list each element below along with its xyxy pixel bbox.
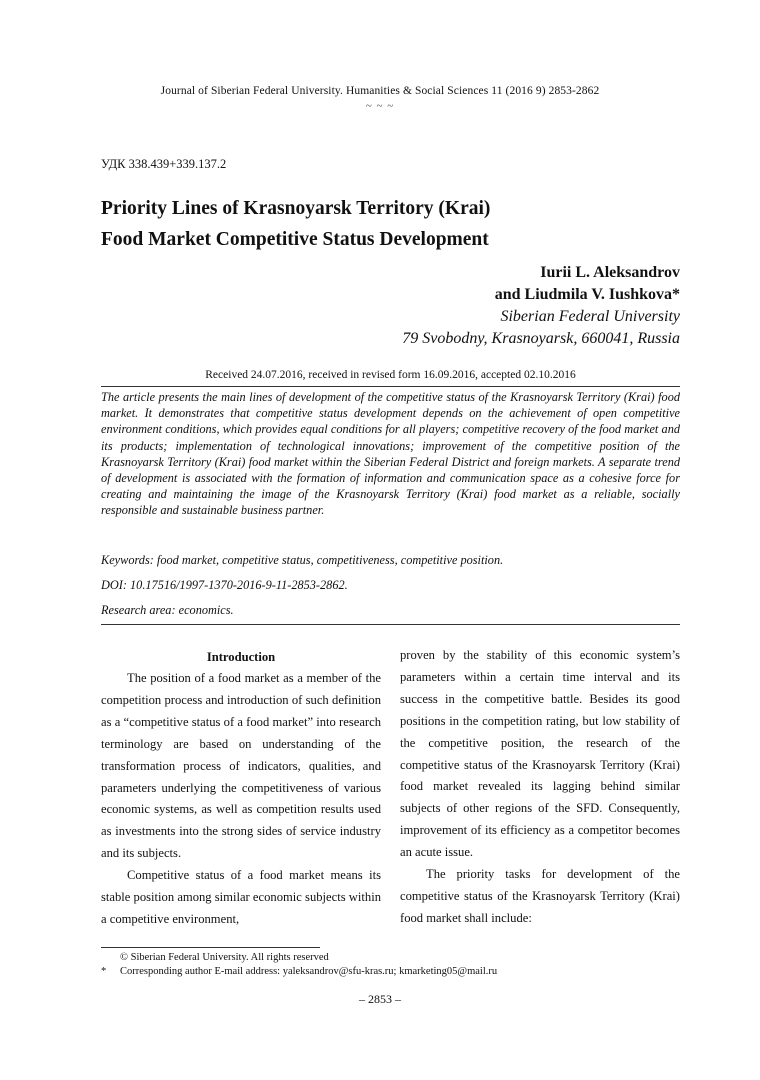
udk-code: УДК 338.439+339.137.2 — [101, 157, 227, 171]
corresponding-author-text: Corresponding author E-mail address: yaleksandrov@sfu-kras.ru; kmarketing05@mail.ru — [120, 966, 498, 977]
footnote-rule — [101, 947, 320, 948]
journal-header: Journal of Siberian Federal University. Humanities & Social Sciences 11 (2016 9) 2853-2862 — [160, 85, 600, 97]
body-column-left — [101, 646, 381, 931]
keywords: Keywords: food market, competitive status, competitiveness, competitive position. — [101, 553, 504, 567]
doi: DOI: 10.17516/1997-1370-2016-9-11-2853-2862. — [101, 578, 348, 592]
address: 79 Svobodny, Krasnoyarsk, 660041, Russia — [402, 330, 680, 347]
body-paragraph: The priority tasks for development of the competitive status of the Krasnoyarsk Territory (Krai) food market shall include: — [400, 867, 680, 925]
research-area: Research area: economics. — [101, 603, 234, 617]
author-block — [402, 262, 680, 350]
abstract-bottom-rule — [101, 624, 680, 625]
received-dates: Received 24.07.2016, received in revised form 16.09.2016, accepted 02.10.2016 — [205, 369, 576, 381]
title-line-2: Food Market Competitive Status Development — [101, 229, 489, 250]
copyright-footnote: © Siberian Federal University. All rights reserved — [120, 952, 329, 963]
corresponding-author-footnote — [101, 965, 497, 978]
body-column-right — [400, 645, 680, 930]
section-heading-introduction: Introduction — [206, 650, 276, 664]
body-paragraph: The position of a food market as a member of the competition process and introduction of such definition as a “competitive status of a food market” into research terminology are based on understanding of the transformation process of indicators, qualities, and parameters underlying the competitiveness of various economic systems, as well as competition results used as investments into the strong sides of service industry and its subjects. — [101, 671, 381, 861]
abstract: The article presents the main lines of development of the competitive status of the Krasnoyarsk Territory (Krai) food market. It demonstrates that competitive status development depends on the achievement of open competitive environment conditions, which provides equal conditions for all players; competitive recovery of the food market and its products; implementation of technological innovations; improvement of the competitive position of the Krasnoyarsk Territory (Krai) food market within the Siberian Federal District and foreign markets. A separate trend of development is associated with the formation of information and communication space as a cohesive force for creating and maintaining the image of the Krasnoyarsk Territory (Krai) food market as a reliable, socially responsible and sustainable business partner. — [101, 390, 680, 518]
header-ornament: ~ ~ ~ — [365, 100, 395, 112]
title-line-1: Priority Lines of Krasnoyarsk Territory (Krai) — [101, 198, 491, 219]
abstract-top-rule — [101, 386, 680, 387]
author-line-1: Iurii L. Aleksandrov — [540, 264, 680, 281]
page-number: – 2853 – — [359, 992, 401, 1006]
body-paragraph: proven by the stability of this economic system’s parameters within a certain time interval and its success in the competitive battle. Besides its good positions in the competition rating, but low stability of the competitive position, the research of the competitive status of the Krasnoyarsk Territory (Krai) food market revealed its lagging behind similar subjects of other regions of the SFD. Consequently, improvement of its efficiency as a competitor becomes an acute issue. — [400, 648, 680, 860]
footnote-marker: * — [101, 966, 107, 977]
affiliation: Siberian Federal University — [500, 308, 680, 325]
body-paragraph: Competitive status of a food market means its stable position among similar economic subjects within a competitive environment, — [101, 868, 381, 926]
author-line-2: and Liudmila V. Iushkova* — [494, 286, 680, 303]
article-title — [101, 193, 661, 255]
